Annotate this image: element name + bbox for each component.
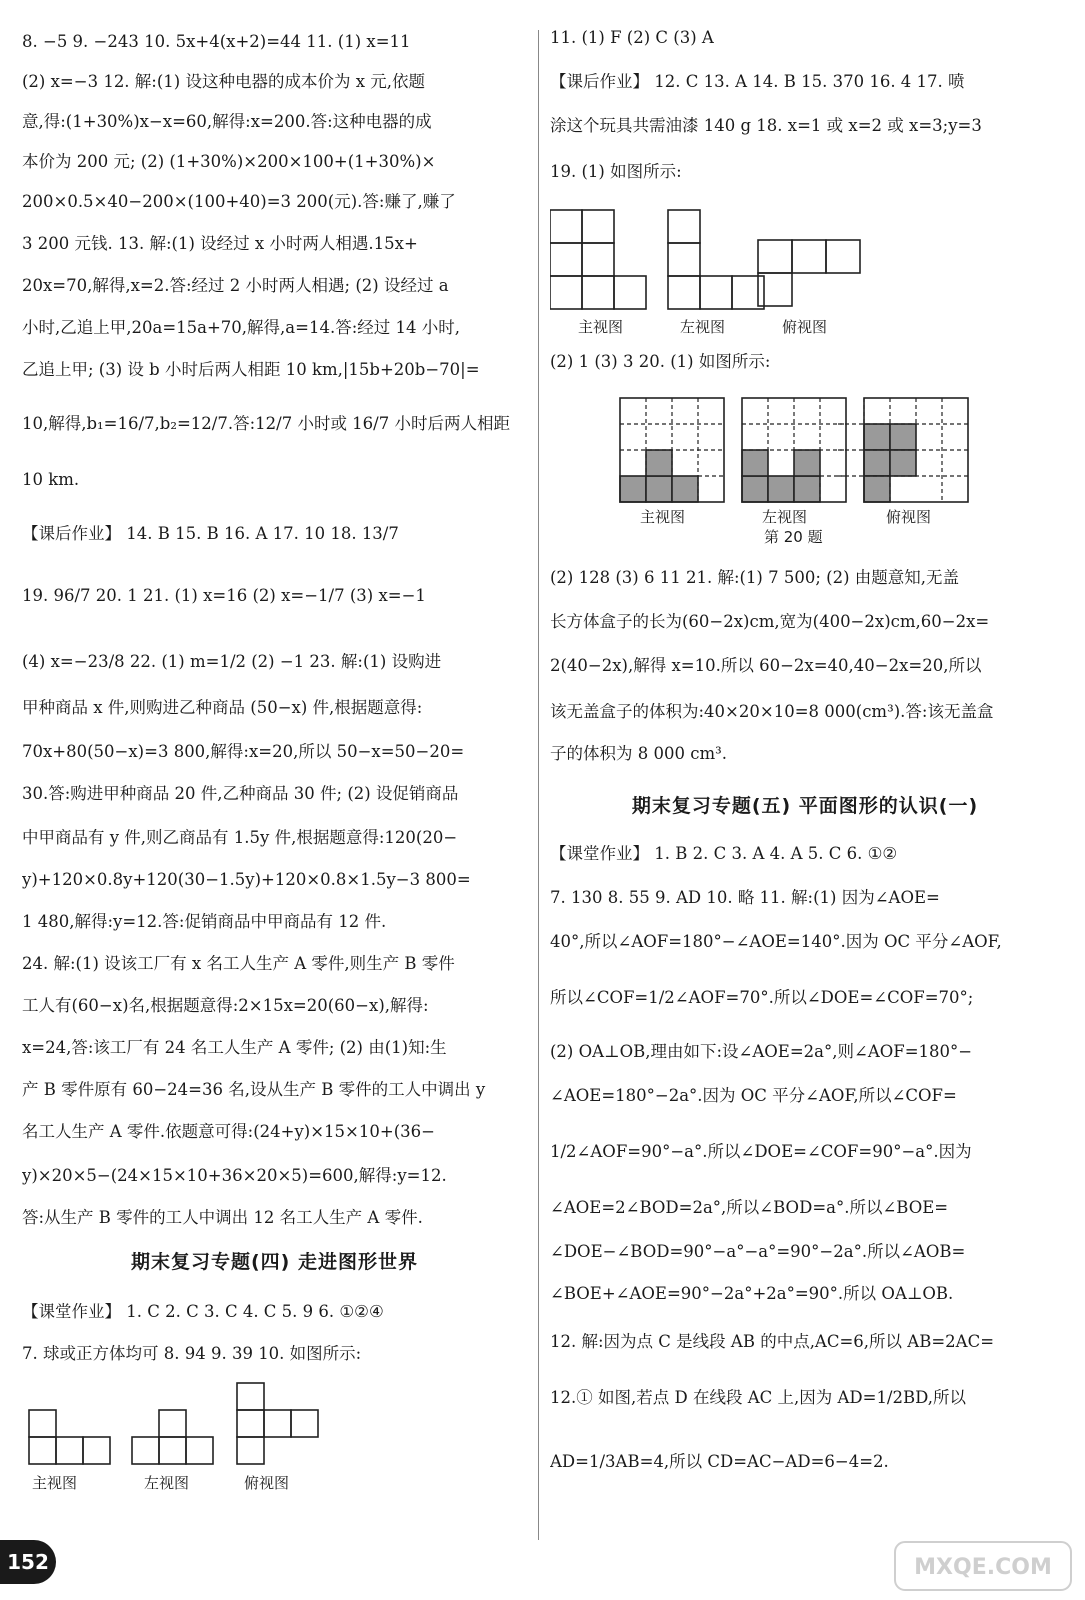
text-line: ∠AOE=180°−2a°.因为 OC 平分∠AOF,所以∠COF= <box>550 1086 957 1105</box>
text-line: 19. 96/7 20. 1 21. (1) x=16 (2) x=−1/7 (3) x=−1 <box>22 586 426 605</box>
text-line: ∠AOE=2∠BOD=2a°,所以∠BOD=a°.所以∠BOE= <box>550 1198 949 1217</box>
view-label: 主视图 <box>640 508 686 526</box>
view-label: 主视图 <box>578 318 624 336</box>
text-line: 12. 解:因为点 C 是线段 AB 的中点,AC=6,所以 AB=2AC= <box>550 1332 995 1351</box>
text-line: x=24,答:该工厂有 24 名工人生产 A 零件; (2) 由(1)知:生 <box>22 1038 447 1057</box>
text-line: 19. (1) 如图所示: <box>550 162 682 181</box>
text-line: 1 480,解得:y=12.答:促销商品中甲商品有 12 件. <box>22 912 387 931</box>
text-line: 长方体盒子的长为(60−2x)cm,宽为(400−2x)cm,60−2x= <box>550 612 990 631</box>
watermark-logo <box>893 1540 1073 1592</box>
text-line: y)×20×5−(24×15×10+36×20×5)=600,解得:y=12. <box>22 1166 447 1185</box>
three-view-figure-q10 <box>27 1380 327 1470</box>
text-line: (2) OA⊥OB,理由如下:设∠AOE=2a°,则∠AOF=180°− <box>550 1042 973 1061</box>
text-line: (4) x=−23/8 22. (1) m=1/2 (2) −1 23. 解:(1) 设购进 <box>22 652 442 671</box>
text-line: 所以∠COF=1/2∠AOF=70°.所以∠DOE=∠COF=70°; <box>550 988 974 1007</box>
text-line: (2) x=−3 12. 解:(1) 设这种电器的成本价为 x 元,依题 <box>22 72 426 91</box>
view-label: 左视图 <box>680 318 726 336</box>
three-view-figure-q19 <box>550 200 870 312</box>
text-line: (2) 128 (3) 6 11 21. 解:(1) 7 500; (2) 由题意知,无盖 <box>550 568 960 587</box>
page-number-badge: 152 <box>0 1540 56 1584</box>
text-line: 8. −5 9. −243 10. 5x+4(x+2)=44 11. (1) x=11 <box>22 32 411 51</box>
view-label: 主视图 <box>32 1474 78 1492</box>
text-line: 3 200 元钱. 13. 解:(1) 设经过 x 小时两人相遇.15x+ <box>22 234 418 253</box>
text-line: 7. 球或正方体均可 8. 94 9. 39 10. 如图所示: <box>22 1344 362 1363</box>
view-label: 左视图 <box>762 508 808 526</box>
three-view-figure-q20 <box>618 392 978 504</box>
text-line: 20x=70,解得,x=2.答:经过 2 小时两人相遇; (2) 设经过 a <box>22 276 449 295</box>
text-line: 乙追上甲; (3) 设 b 小时后两人相距 10 km,|15b+20b−70|= <box>22 360 480 379</box>
text-line: 产 B 零件原有 60−24=36 名,设从生产 B 零件的工人中调出 y <box>22 1080 486 1099</box>
text-line: 12.① 如图,若点 D 在线段 AC 上,因为 AD=1/2BD,所以 <box>550 1388 967 1407</box>
text-line: ∠DOE−∠BOD=90°−a°−a°=90°−2a°.所以∠AOB= <box>550 1242 966 1261</box>
text-line: 2(40−2x),解得 x=10.所以 60−2x=40,40−2x=20,所以 <box>550 656 982 675</box>
section-heading: 期末复习专题(四) 走进图形世界 <box>131 1251 418 1273</box>
text-line: 30.答:购进甲种商品 20 件,乙种商品 30 件; (2) 设促销商品 <box>22 784 459 803</box>
view-label: 俯视图 <box>244 1474 290 1492</box>
text-line: 【课堂作业】 1. B 2. C 3. A 4. A 5. C 6. ①② <box>550 844 898 863</box>
figure-caption: 第 20 题 <box>764 528 823 546</box>
text-line: y)+120×0.8y+120(30−1.5y)+120×0.8×1.5y−3 800= <box>22 870 471 889</box>
text-line: 子的体积为 8 000 cm³. <box>550 744 727 763</box>
text-line: 40°,所以∠AOF=180°−∠AOE=140°.因为 OC 平分∠AOF, <box>550 932 1002 951</box>
text-line: 200×0.5×40−200×(100+40)=3 200(元).答:赚了,赚了 <box>22 192 456 211</box>
text-line: 工人有(60−x)名,根据题意得:2×15x=20(60−x),解得: <box>22 996 429 1015</box>
text-line: 中甲商品有 y 件,则乙商品有 1.5y 件,根据题意得:120(20− <box>22 828 458 847</box>
section-heading: 期末复习专题(五) 平面图形的认识(一) <box>631 795 979 817</box>
text-line: 7. 130 8. 55 9. AD 10. 略 11. 解:(1) 因为∠AOE= <box>550 888 940 907</box>
view-label: 俯视图 <box>782 318 828 336</box>
view-label: 左视图 <box>144 1474 190 1492</box>
text-line: 【课后作业】 14. B 15. B 16. A 17. 10 18. 13/7 <box>22 524 399 543</box>
column-divider <box>538 30 539 1540</box>
view-label: 俯视图 <box>886 508 932 526</box>
text-line: 10,解得,b₁=16/7,b₂=12/7.答:12/7 小时或 16/7 小时后两人相距 <box>22 414 510 433</box>
text-line: 1/2∠AOF=90°−a°.所以∠DOE=∠COF=90°−a°.因为 <box>550 1142 972 1161</box>
text-line: ∠BOE+∠AOE=90°−2a°+2a°=90°.所以 OA⊥OB. <box>550 1284 954 1303</box>
text-line: AD=1/3AB=4,所以 CD=AC−AD=6−4=2. <box>550 1452 889 1471</box>
text-line: 答:从生产 B 零件的工人中调出 12 名工人生产 A 零件. <box>22 1208 423 1227</box>
text-line: 意,得:(1+30%)x−x=60,解得:x=200.答:这种电器的成 <box>22 112 432 131</box>
text-line: 10 km. <box>22 470 80 489</box>
text-line: 名工人生产 A 零件.依题意可得:(24+y)×15×10+(36− <box>22 1122 435 1141</box>
text-line: 11. (1) F (2) C (3) A <box>550 28 714 47</box>
text-line: 小时,乙追上甲,20a=15a+70,解得,a=14.答:经过 14 小时, <box>22 318 460 337</box>
text-line: 【课后作业】 12. C 13. A 14. B 15. 370 16. 4 17. 喷 <box>550 72 965 91</box>
text-line: 涂这个玩具共需油漆 140 g 18. x=1 或 x=2 或 x=3;y=3 <box>550 116 982 135</box>
text-line: 70x+80(50−x)=3 800,解得:x=20,所以 50−x=50−20= <box>22 742 465 761</box>
text-line: 该无盖盒子的体积为:40×20×10=8 000(cm³).答:该无盖盒 <box>550 702 994 721</box>
text-line: 本价为 200 元; (2) (1+30%)×200×100+(1+30%)× <box>22 152 436 171</box>
watermark-text: MXQE.COM <box>914 1555 1052 1580</box>
text-line: 【课堂作业】 1. C 2. C 3. C 4. C 5. 9 6. ①②④ <box>22 1302 384 1321</box>
text-line: 甲种商品 x 件,则购进乙种商品 (50−x) 件,根据题意得: <box>22 698 423 717</box>
text-line: (2) 1 (3) 3 20. (1) 如图所示: <box>550 352 771 371</box>
text-line: 24. 解:(1) 设该工厂有 x 名工人生产 A 零件,则生产 B 零件 <box>22 954 455 973</box>
